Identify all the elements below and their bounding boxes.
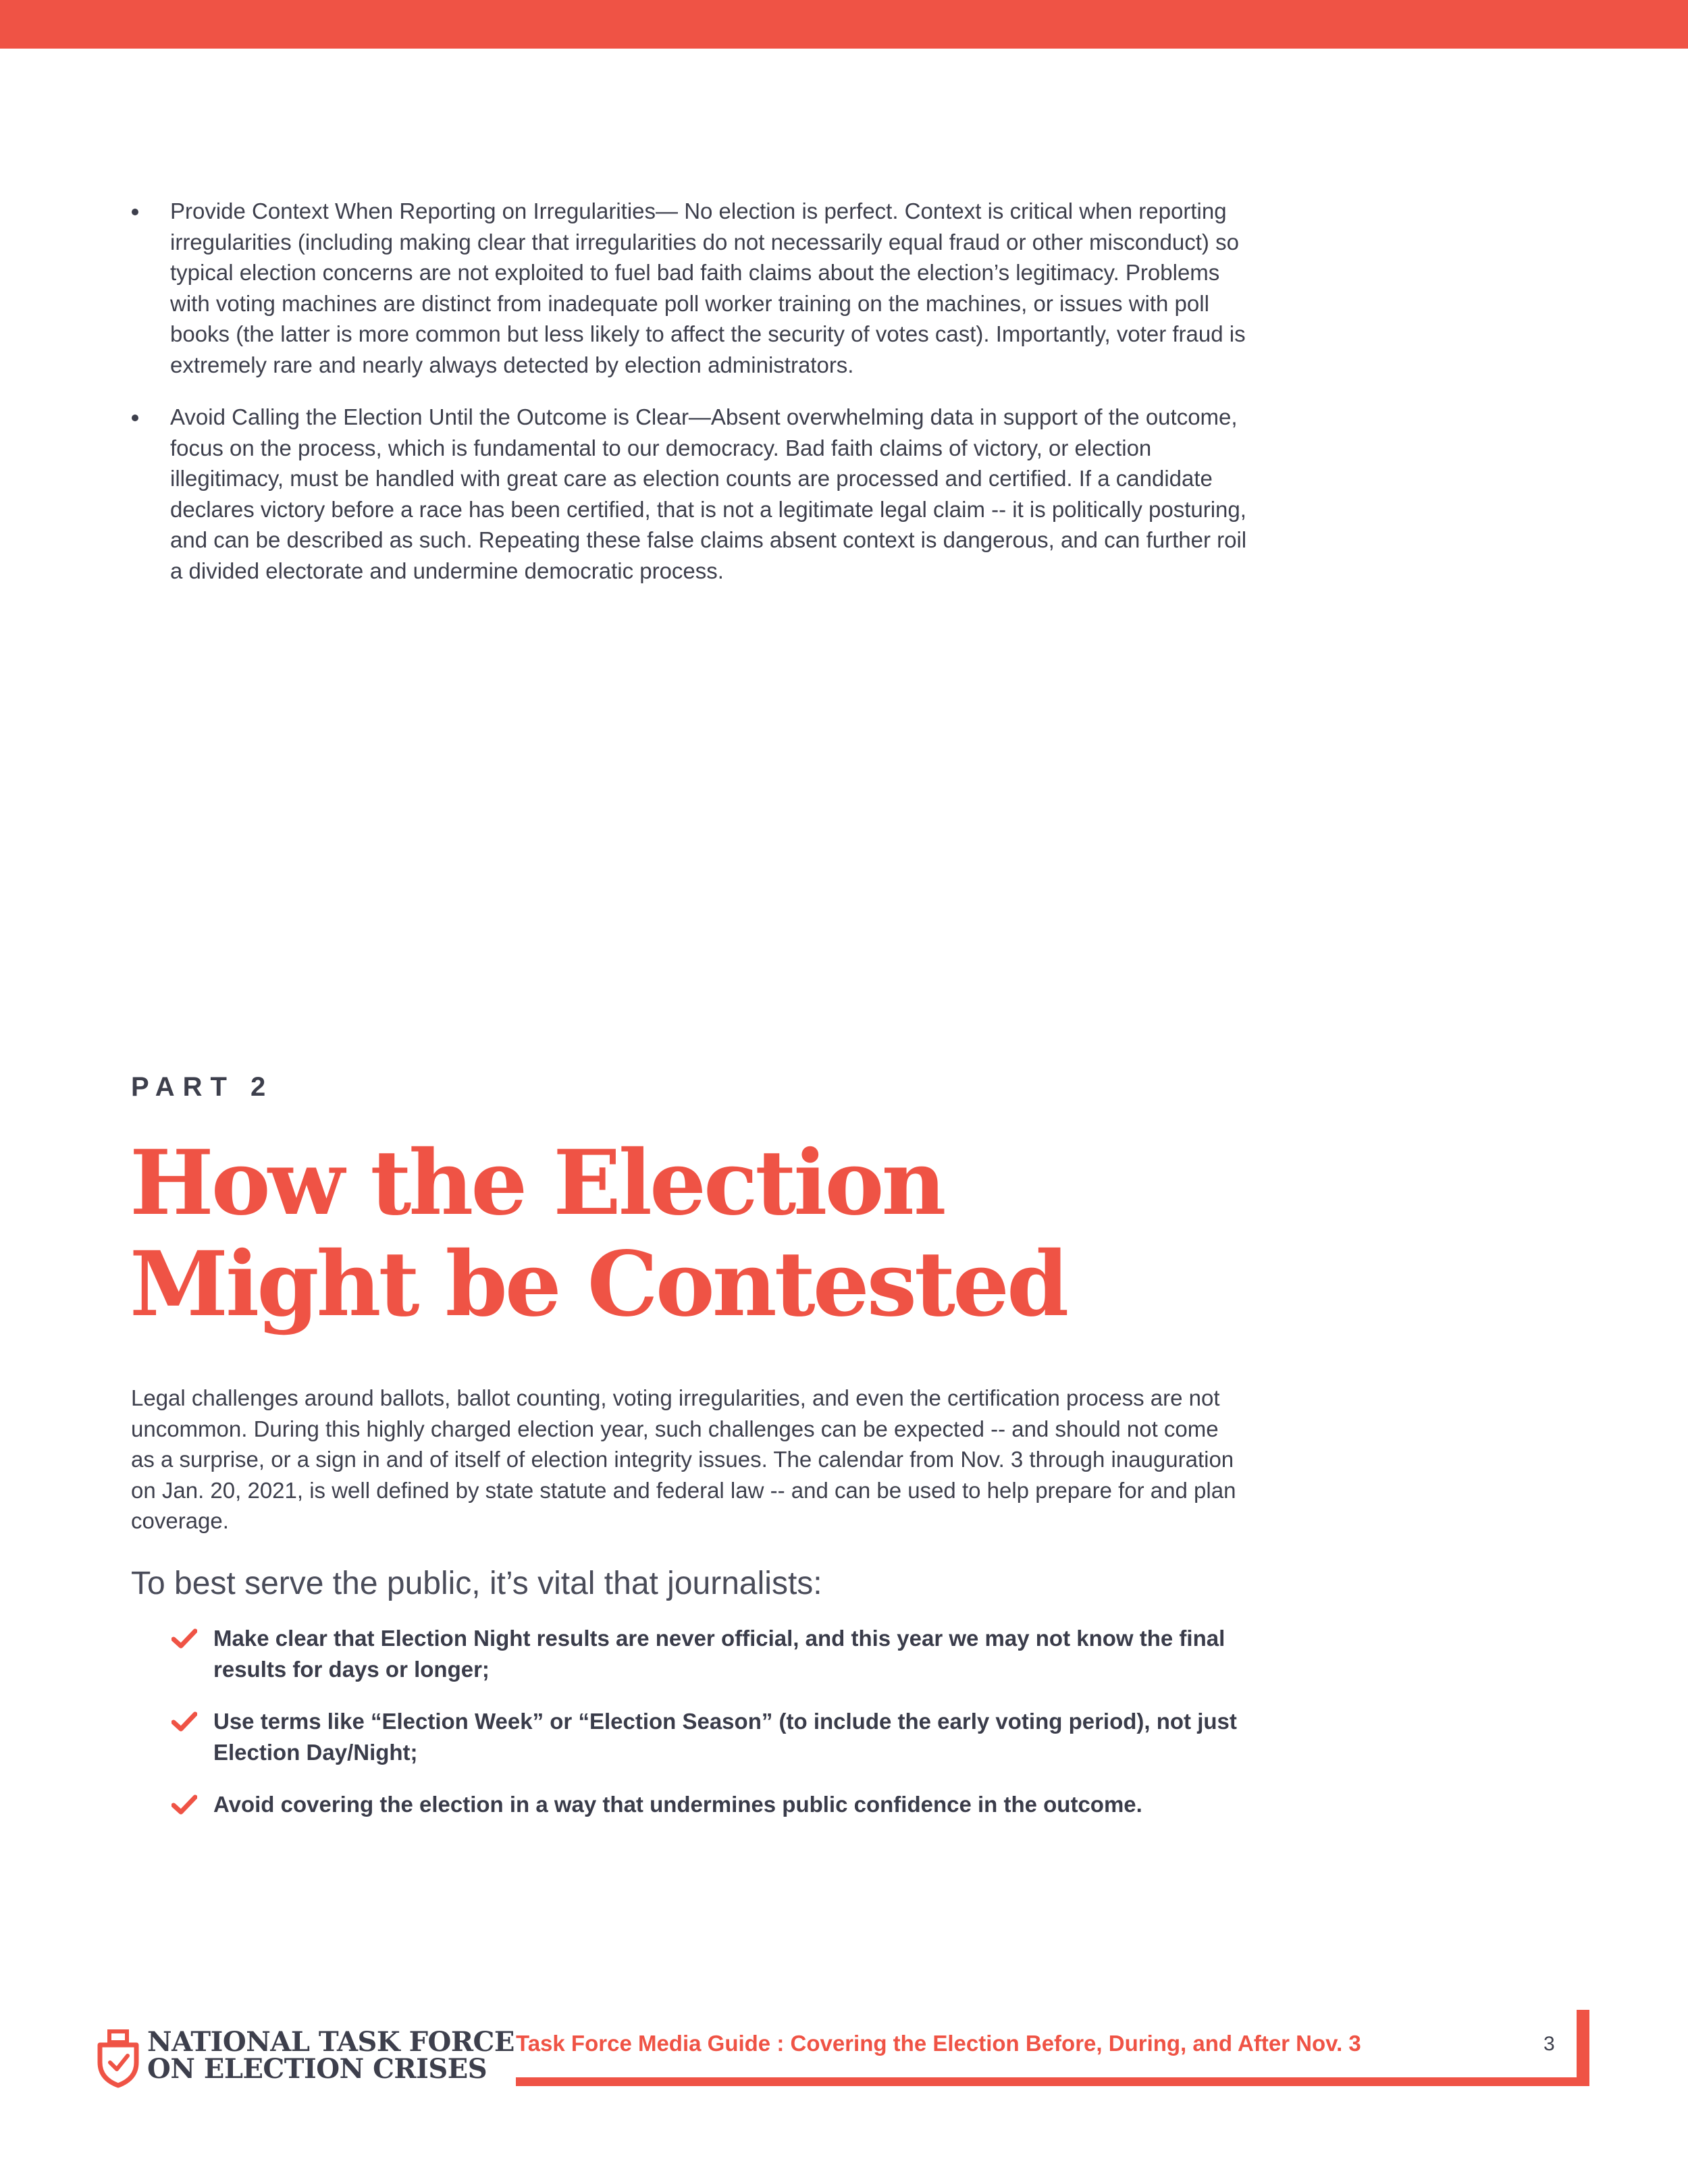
section-intro-paragraph: Legal challenges around ballots, ballot counting, voting irregularities, and even the certification process are not uncommon. During this highly charged election year, such challenges can be expected -- and should not come as a surprise, or a sign in and of itself of election integrity issues. The calendar from Nov. 3 through inauguration on Jan. 20, 2021, is well defined by state statute and federal law -- and can be used to help prepare for and plan coverage.	[131, 1385, 1236, 1533]
context-bullet-list	[128, 196, 1249, 608]
checklist-text: Use terms like “Election Week” or “Election Season” (to include the early voting period), not just Election Day/Night;	[213, 1709, 1237, 1765]
part-label: PART 2	[131, 1072, 274, 1102]
journalists-lead-heading: To best serve the public, it’s vital that journalists:	[131, 1566, 822, 1601]
section-title-line-1: How the Election	[130, 1131, 944, 1235]
page-number: 3	[1544, 2033, 1555, 2055]
logo-wordmark	[147, 2026, 525, 2085]
bullet-text: Provide Context When Reporting on Irregularities— No election is perfect. Context is critical when reporting irregularities (including making clear that irregularities do not necessarily equal fraud or other misconduct) so typical election concerns are not exploited to fuel bad faith claims about the election’s legitimacy. Problems with voting machines are distinct from inadequate poll worker training on the machines, or issues with poll books (the latter is more common but less likely to affect the security of votes cast). Importantly, voter fraud is extremely rare and nearly always detected by election administrators.	[170, 198, 1246, 377]
checkmark-icon	[172, 1711, 197, 1732]
checklist-text: Make clear that Election Night results are never official, and this year we may not know the final results for days or longer;	[213, 1626, 1225, 1682]
checklist-item	[169, 1706, 1249, 1767]
journalist-checklist	[169, 1623, 1249, 1842]
checklist-item	[169, 1623, 1249, 1684]
ballot-shield-icon	[95, 2029, 142, 2089]
footer-guide-title: Task Force Media Guide : Covering the Election Before, During, and After Nov. 3	[516, 2031, 1361, 2056]
bullet-text: Avoid Calling the Election Until the Outcome is Clear—Absent overwhelming data in support of the outcome, focus on the process, which is fundamental to our democracy. Bad faith claims of victory, or election illegitimacy, must be handled with great care as election counts are processed and certified. If a candidate declares victory before a race has been certified, that is not a legitimate legal claim -- it is politically posturing, and can be described as such. Repeating these false claims absent context is dangerous, and can further roil a divided electorate and undermine democratic process.	[170, 404, 1247, 583]
section-title	[130, 1133, 1277, 1335]
logo-line-2: ON ELECTION CRISES	[147, 2053, 487, 2085]
footer-rule	[516, 2077, 1589, 2086]
checklist-item	[169, 1789, 1249, 1820]
bullet-dot-icon	[132, 209, 138, 215]
logo-line-1: NATIONAL TASK FORCE	[147, 2026, 515, 2058]
bullet-item	[128, 402, 1249, 586]
top-accent-bar	[0, 0, 1688, 49]
section-title-line-2: Might be Contested	[130, 1232, 1067, 1337]
bullet-dot-icon	[132, 415, 138, 421]
checkmark-icon	[172, 1794, 197, 1815]
checklist-text: Avoid covering the election in a way that undermines public confidence in the outcome.	[213, 1792, 1142, 1817]
footer-corner-tick	[1577, 2010, 1589, 2086]
bullet-item	[128, 196, 1249, 380]
checkmark-icon	[172, 1628, 197, 1649]
